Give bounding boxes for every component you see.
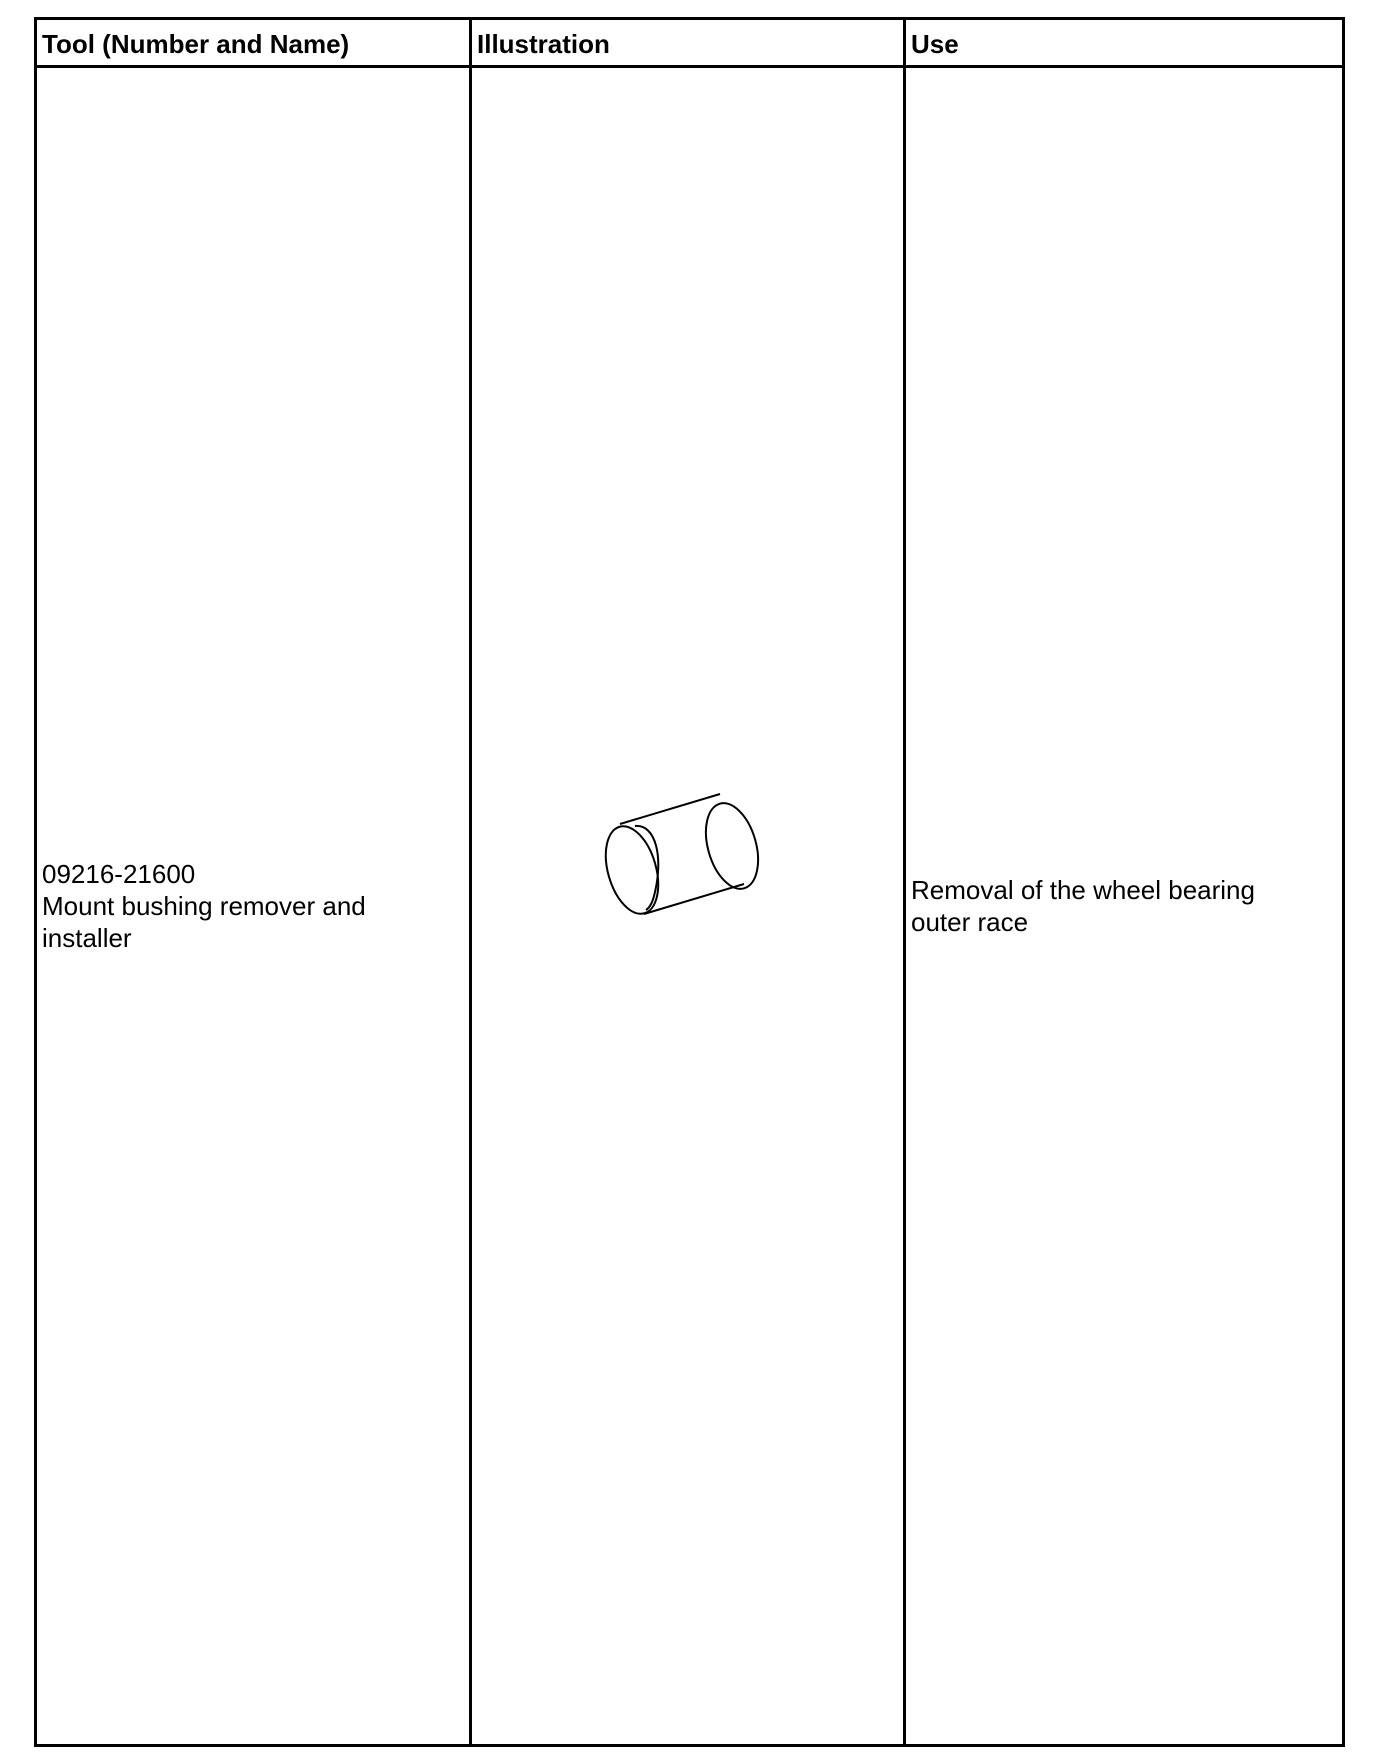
cylinder-bushing-tool-icon — [596, 788, 776, 948]
header-illustration: Illustration — [471, 19, 905, 67]
tool-name-line-2: installer — [42, 923, 132, 953]
header-tool: Tool (Number and Name) — [36, 19, 471, 67]
table-row — [36, 67, 1344, 1746]
tool-name-line-1: Mount bushing remover and — [42, 891, 366, 921]
tool-number: 09216-21600 — [42, 859, 196, 889]
header-use: Use — [905, 19, 1344, 67]
tool-cell — [36, 67, 471, 1746]
use-cell — [905, 67, 1344, 1746]
use-line-1: Removal of the wheel bearing — [911, 875, 1255, 905]
special-tools-sheet — [34, 17, 1342, 1747]
table-header-row — [36, 19, 1344, 67]
illustration-cell — [471, 67, 905, 1746]
special-tools-table — [34, 17, 1345, 1747]
use-line-2: outer race — [911, 907, 1029, 937]
